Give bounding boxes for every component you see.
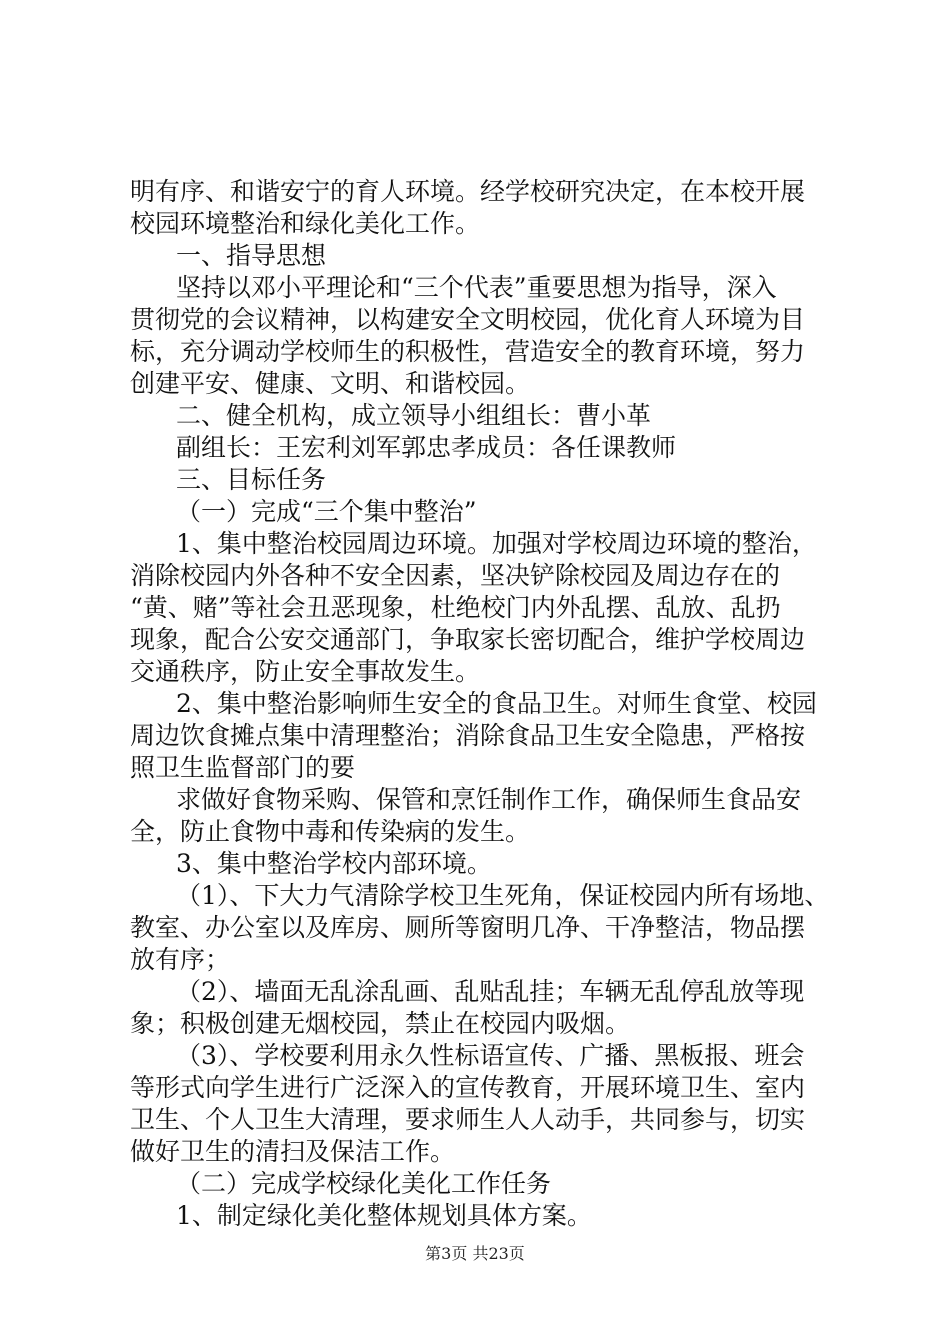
text-line: 1、集中整治校园周边环境。加强对学校周边环境的整治， <box>176 529 817 558</box>
text-line: 全，防止食物中毒和传染病的发生。 <box>130 817 531 846</box>
text-line: 明有序、和谐安宁的育人环境。经学校研究决定，在本校开展 <box>130 177 806 206</box>
text-line: 交通秩序，防止安全事故发生。 <box>130 657 481 686</box>
text-line: 坚持以邓小平理论和“三个代表”重要思想为指导，深入 <box>176 273 777 302</box>
text-line: 等形式向学生进行广泛深入的宣传教育，开展环境卫生、室内 <box>130 1073 806 1102</box>
text-line: 卫生、个人卫生大清理，要求师生人人动手，共同参与，切实 <box>130 1105 806 1134</box>
section-heading: 一、指导思想 <box>176 241 327 270</box>
text-line: 周边饮食摊点集中清理整治；消除食品卫生安全隐患，严格按 <box>130 721 806 750</box>
text-line: 副组长：王宏利刘军郭忠孝成员：各任课教师 <box>176 433 677 462</box>
text-line: 做好卫生的清扫及保洁工作。 <box>130 1137 456 1166</box>
subsection-heading: （一）完成“三个集中整治” <box>176 497 477 526</box>
text-line: 教室、办公室以及库房、厕所等窗明几净、干净整洁，物品摆 <box>130 913 806 942</box>
subsection-heading: （二）完成学校绿化美化工作任务 <box>176 1169 552 1198</box>
text-line: （3）、学校要利用永久性标语宣传、广播、黑板报、班会 <box>176 1041 805 1070</box>
text-line: 1、制定绿化美化整体规划具体方案。 <box>176 1201 592 1230</box>
text-line: （1）、下大力气清除学校卫生死角，保证校园内所有场地、 <box>176 881 830 910</box>
text-line: 贯彻党的会议精神，以构建安全文明校园，优化育人环境为目 <box>130 305 806 334</box>
text-line: 2、集中整治影响师生安全的食品卫生。对师生食堂、校园 <box>176 689 817 718</box>
section-heading: 三、目标任务 <box>176 465 327 494</box>
text-line: “黄、赌”等社会丑恶现象，杜绝校门内外乱摆、乱放、乱扔 <box>130 593 781 622</box>
page-number-footer: 第3页 共23页 <box>425 1244 525 1263</box>
text-line: 创建平安、健康、文明、和谐校园。 <box>130 369 531 398</box>
text-line: （2）、墙面无乱涂乱画、乱贴乱挂；车辆无乱停乱放等现 <box>176 977 805 1006</box>
section-heading: 二、健全机构，成立领导小组组长：曹小革 <box>176 401 652 430</box>
text-line: 3、集中整治学校内部环境。 <box>176 849 492 878</box>
text-line: 求做好食物采购、保管和烹饪制作工作，确保师生食品安 <box>176 785 802 814</box>
text-line: 现象，配合公安交通部门，争取家长密切配合，维护学校周边 <box>130 625 806 654</box>
text-line: 照卫生监督部门的要 <box>130 753 356 782</box>
text-line: 校园环境整治和绿化美化工作。 <box>130 209 481 238</box>
text-line: 消除校园内外各种不安全因素，坚决铲除校园及周边存在的 <box>130 561 781 590</box>
text-line: 标，充分调动学校师生的积极性，营造安全的教育环境，努力 <box>130 337 806 366</box>
text-line: 象；积极创建无烟校园，禁止在校园内吸烟。 <box>130 1009 631 1038</box>
text-line: 放有序； <box>130 945 231 974</box>
